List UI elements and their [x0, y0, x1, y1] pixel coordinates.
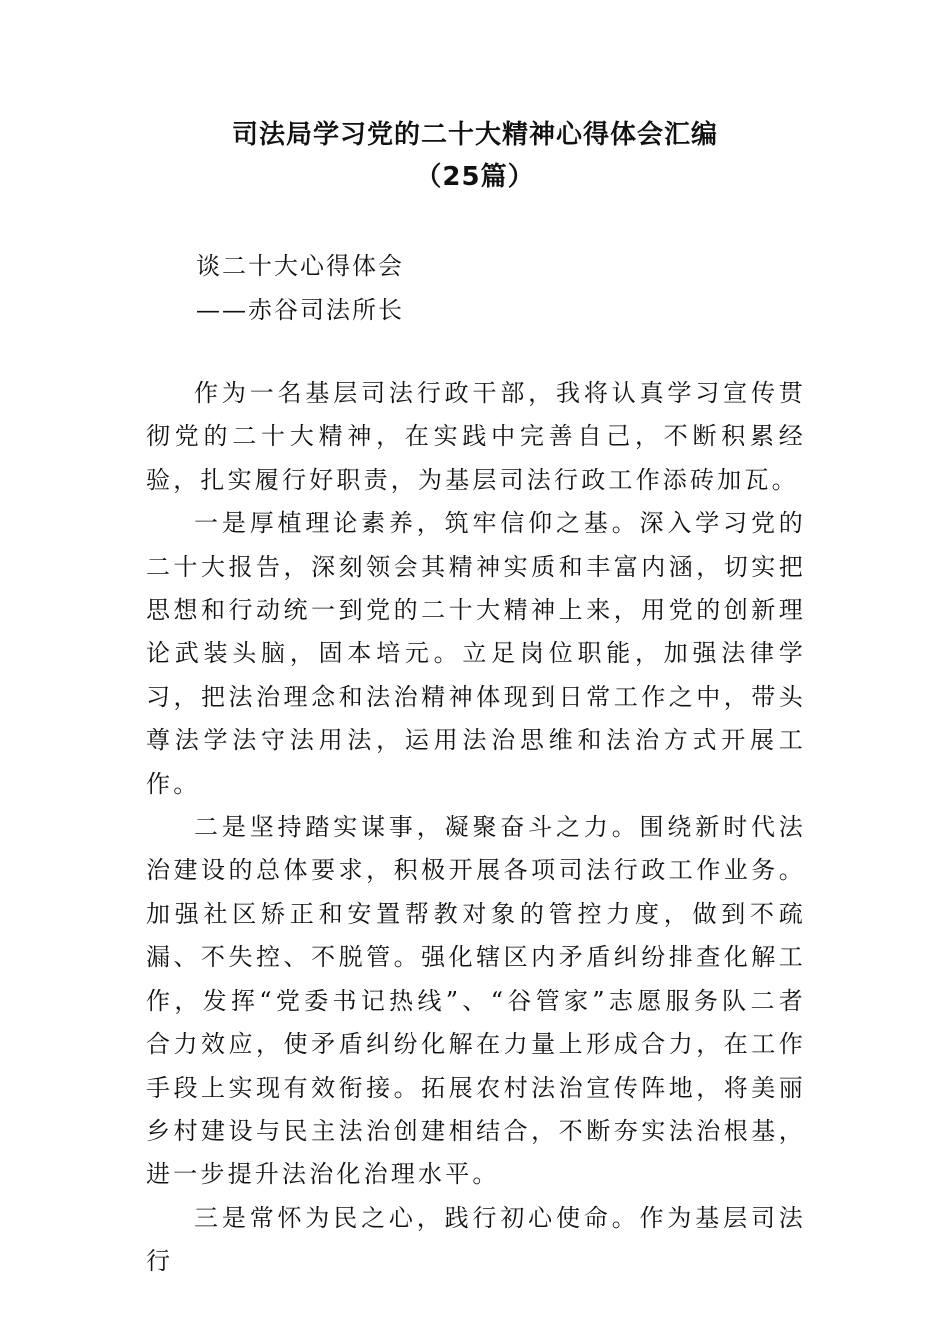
body-text — [146, 372, 806, 1284]
document-title: 司法局学习党的二十大精神心得体会汇编 — [231, 120, 718, 150]
paragraph-intro: 作为一名基层司法行政干部，我将认真学习宣传贯彻党的二十大精神，在实践中完善自己，不断积累经验，扎实履行好职责，为基层司法行政工作添砖加瓦。 — [146, 379, 806, 494]
section-title: 谈二十大心得体会 — [196, 252, 404, 280]
section-author: ——赤谷司法所长 — [196, 296, 404, 324]
paragraph-point-one: 一是厚植理论素养，筑牢信仰之基。深入学习党的二十大报告，深刻领会其精神实质和丰富内涵，切实把思想和行动统一到党的二十大精神上来，用党的创新理论武装头脑，固本培元。立足岗位职能，加强法律学习，把法治理念和法治精神体现到日常工作之中，带头尊法学法守法用法，运用法治思维和法治方式开展工作。 — [146, 509, 806, 798]
paragraph-point-two: 二是坚持踏实谋事，凝聚奋斗之力。围绕新时代法治建设的总体要求，积极开展各项司法行政工作业务。加强社区矫正和安置帮教对象的管控力度，做到不疏漏、不失控、不脱管。强化辖区内矛盾纠纷排查化解工作，发挥“党委书记热线”、“谷管家”志愿服务队二者合力效应，使矛盾纠纷化解在力量上形成合力，在工作手段上实现有效衔接。拓展农村法治宣传阵地，将美丽乡村建设与民主法治创建相结合，不断夯实法治根基，进一步提升法治化治理水平。 — [146, 813, 806, 1189]
document-subtitle: （25篇） — [415, 162, 535, 192]
paragraph-point-three: 三是常怀为民之心，践行初心使命。作为基层司法行 — [146, 1203, 806, 1276]
